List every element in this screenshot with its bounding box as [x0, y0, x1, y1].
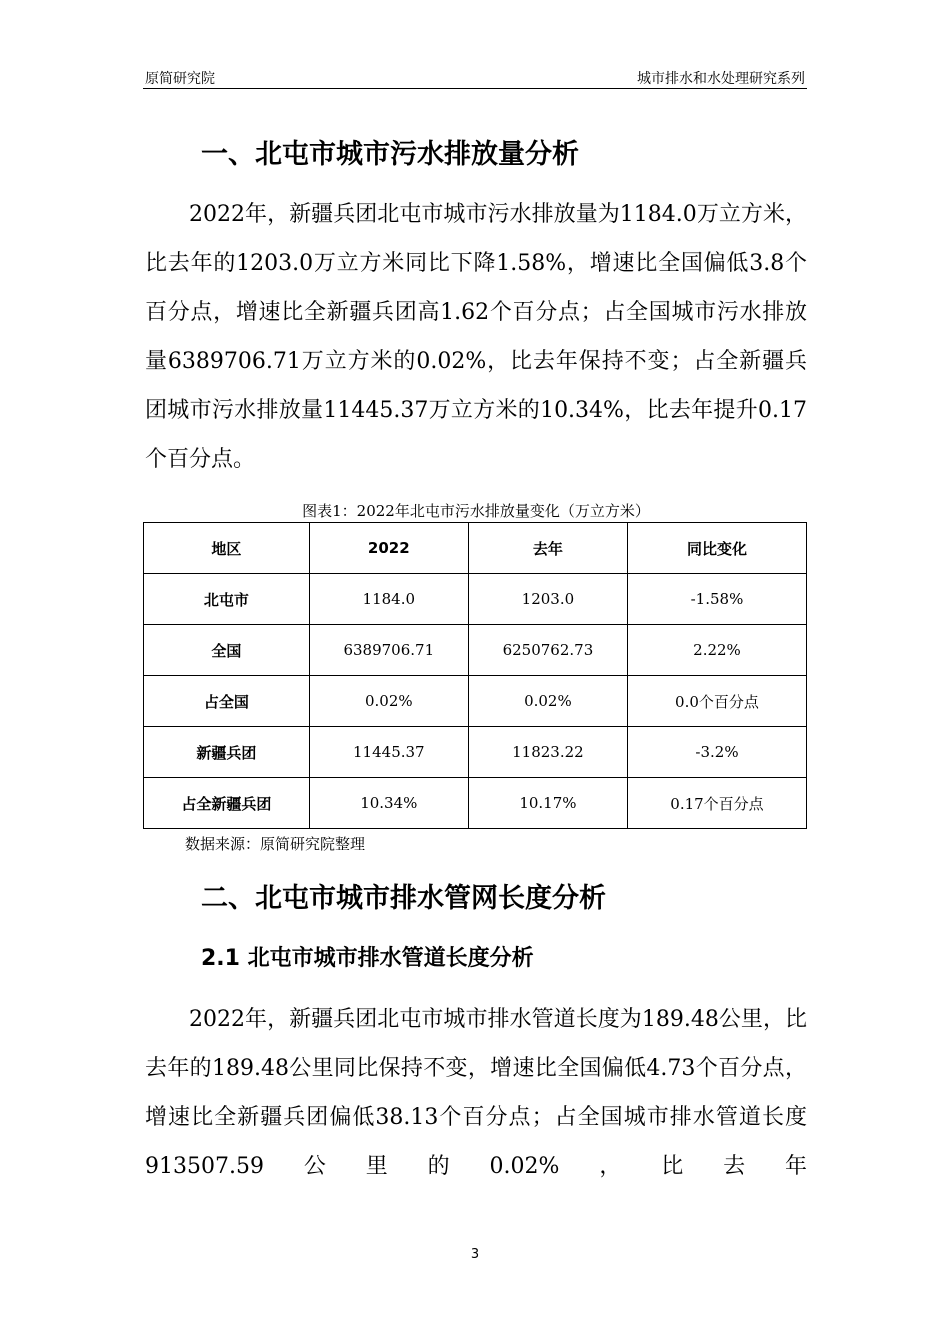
table-cell: 1184.0: [309, 574, 468, 625]
table-cell: -1.58%: [627, 574, 806, 625]
page-header: [143, 64, 807, 89]
table-cell: 0.02%: [309, 676, 468, 727]
table-header-cell: 地区: [144, 523, 310, 574]
header-org-name: 原简研究院: [145, 71, 215, 87]
table-cell: 6389706.71: [309, 625, 468, 676]
subsection-title: 2.1 北屯市城市排水管道长度分析: [201, 946, 534, 971]
table-row-label: 全国: [144, 625, 310, 676]
table-cell: 0.02%: [468, 676, 627, 727]
table-source-note: 数据来源：原简研究院整理: [185, 835, 366, 853]
section2-title: 二、北屯市城市排水管网长度分析: [201, 883, 606, 914]
table-cell: 10.34%: [309, 778, 468, 829]
page-number: 3: [470, 1247, 480, 1262]
table-header-cell: 去年: [468, 523, 627, 574]
table-row-label: 新疆兵团: [144, 727, 310, 778]
table-cell: 11445.37: [309, 727, 468, 778]
table-row: [144, 727, 807, 778]
table-header-row: [144, 523, 807, 574]
table-row-label: 占全新疆兵团: [144, 778, 310, 829]
table-cell: 11823.22: [468, 727, 627, 778]
table-cell: 6250762.73: [468, 625, 627, 676]
table-row: [144, 574, 807, 625]
table-row: [144, 676, 807, 727]
header-series-title: 城市排水和水处理研究系列: [637, 71, 805, 87]
table-cell: 0.17个百分点: [627, 778, 806, 829]
table-cell: -3.2%: [627, 727, 806, 778]
table-header-cell: 同比变化: [627, 523, 806, 574]
table-cell: 10.17%: [468, 778, 627, 829]
table-cell: 1203.0: [468, 574, 627, 625]
table-cell: 2.22%: [627, 625, 806, 676]
section1-paragraph: 2022年，新疆兵团北屯市城市污水排放量为1184.0万立方米，比去年的1203.0万立方米同比下降1.58%，增速比全国偏低3.8个百分点，增速比全新疆兵团高1.62个百分点；占全国城市污水排放量6389706.71万立方米的0.02%，比去年保持不变；占全新疆兵团城市污水排放量11445.37万立方米的10.34%，比去年提升0.17个百分点。: [145, 202, 807, 472]
table-row-label: 占全国: [144, 676, 310, 727]
table-header-cell: 2022: [309, 523, 468, 574]
table-row: [144, 625, 807, 676]
table-row: [144, 778, 807, 829]
table-caption: 图表1：2022年北屯市污水排放量变化（万立方米）: [302, 502, 650, 520]
section1-title: 一、北屯市城市污水排放量分析: [201, 139, 579, 170]
table-cell: 0.0个百分点: [627, 676, 806, 727]
subsection-paragraph: 2022年，新疆兵团北屯市城市排水管道长度为189.48公里，比去年的189.48公里同比保持不变，增速比全国偏低4.73个百分点，增速比全新疆兵团偏低38.13个百分点；占全国城市排水管道长度913507.59公里的0.02%，比去年: [145, 1007, 807, 1179]
emission-table: [143, 522, 807, 829]
table-row-label: 北屯市: [144, 574, 310, 625]
